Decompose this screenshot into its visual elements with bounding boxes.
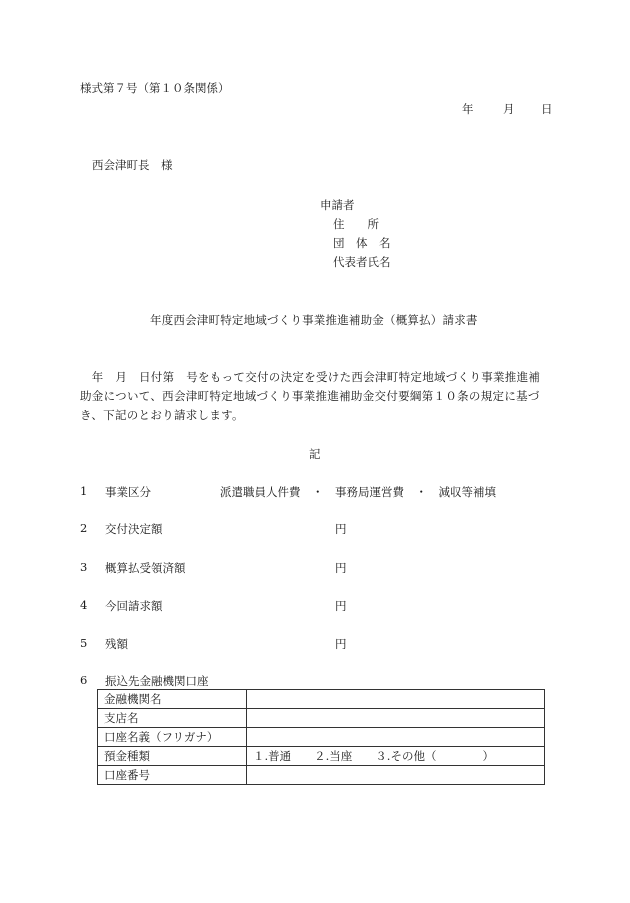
item-4-label: 今回請求額 (105, 599, 163, 613)
bank-name-field[interactable] (247, 690, 545, 709)
item-5-label: 残額 (105, 637, 128, 651)
recipient: 西会津町長 様 (92, 158, 173, 172)
applicant-heading: 申請者 (320, 198, 355, 212)
item-1-number: 1 (80, 484, 88, 498)
account-holder-field[interactable] (247, 728, 545, 747)
branch-name-label: 支店名 (98, 709, 247, 728)
date-year-label: 年 (462, 102, 474, 116)
item-5-number: 5 (80, 636, 88, 650)
item-3-label: 概算払受領済額 (105, 561, 186, 575)
item-6-number: 6 (80, 673, 88, 687)
item-2-number: 2 (80, 521, 88, 535)
representative-label: 代表者氏名 (333, 255, 391, 269)
ki-heading: 記 (309, 447, 321, 461)
account-holder-label: 口座名義（フリガナ） (98, 728, 247, 747)
table-row (98, 690, 545, 709)
item-2-label: 交付決定額 (105, 522, 163, 536)
bank-name-label: 金融機関名 (98, 690, 247, 709)
item-1-value: 派遣職員人件費 ・ 事務局運営費 ・ 減収等補填 (220, 485, 496, 499)
item-2-value: 円 (335, 522, 347, 536)
organization-label: 団 体 名 (333, 236, 391, 250)
document-title: 年度西会津町特定地域づくり事業推進補助金（概算払）請求書 (150, 313, 478, 327)
account-number-field[interactable] (247, 766, 545, 785)
item-4-value: 円 (335, 599, 347, 613)
address-label: 住 所 (333, 217, 379, 231)
item-3-value: 円 (335, 561, 347, 575)
branch-name-field[interactable] (247, 709, 545, 728)
table-row (98, 728, 545, 747)
bank-account-table (97, 689, 545, 785)
deposit-type-label: 預金種類 (98, 747, 247, 766)
table-row (98, 747, 545, 766)
item-1-label: 事業区分 (105, 485, 151, 499)
body-paragraph: 年 月 日付第 号をもって交付の決定を受けた西会津町特定地域づくり事業推進補助金について、西会津町特定地域づくり事業推進補助金交付要綱第１０条の規定に基づき、下記のとおり請求します。 (80, 370, 541, 422)
deposit-type-options[interactable]: １.普通 ２.当座 ３.その他（ ） (247, 747, 545, 766)
item-3-number: 3 (80, 560, 88, 574)
form-number: 様式第７号（第１０条関係） (80, 81, 230, 95)
date-month-label: 月 (503, 102, 515, 116)
table-row (98, 766, 545, 785)
table-row (98, 709, 545, 728)
item-4-number: 4 (80, 598, 88, 612)
item-6-label: 振込先金融機関口座 (105, 674, 209, 688)
account-number-label: 口座番号 (98, 766, 247, 785)
date-day-label: 日 (541, 102, 553, 116)
item-5-value: 円 (335, 637, 347, 651)
